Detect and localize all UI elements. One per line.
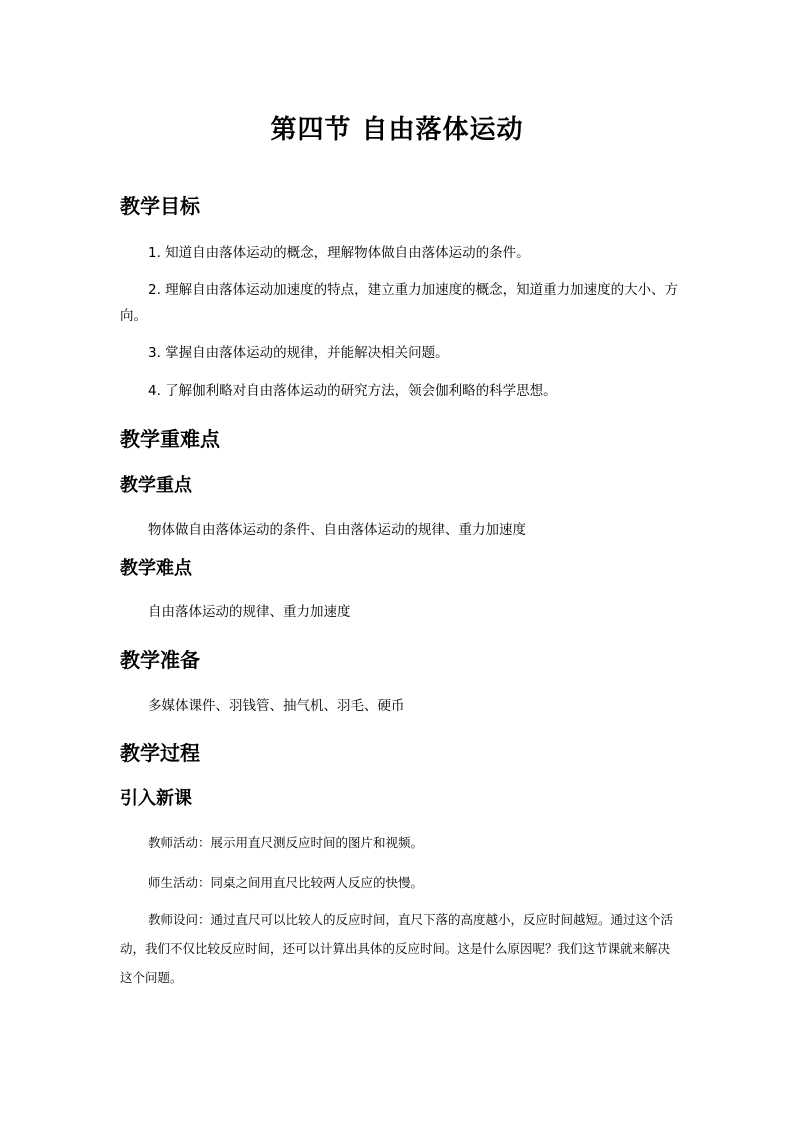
preparation-text: 多媒体课件、羽钱管、抽气机、羽毛、硬币: [148, 698, 405, 714]
document-title: 第四节 自由落体运动: [270, 115, 524, 145]
intro-paragraph-2: 师生活动：同桌之间用直尺比较两人反应的快慢。: [148, 875, 424, 890]
intro-paragraph-3: 教师设问：通过直尺可以比较人的反应时间，直尺下落的高度越小，反应时间越短。通过这个活动，我们不仅比较反应时间，还可以计算出具体的反应时间。这是什么原因呢？我们这节课就来解决这个问题。: [120, 912, 674, 985]
objective-item-3: 3. 掌握自由落体运动的规律，并能解决相关问题。: [148, 345, 449, 361]
objective-item-1: 1. 知道自由落体运动的概念，理解物体做自由落体运动的条件。: [148, 245, 530, 261]
heading-key-points: 教学重点: [120, 475, 192, 496]
objective-item-4: 4. 了解伽利略对自由落体运动的研究方法，领会伽利略的科学思想。: [148, 383, 557, 399]
heading-preparation: 教学准备: [120, 648, 200, 672]
difficult-points-text: 自由落体运动的规律、重力加速度: [148, 604, 351, 620]
intro-paragraph-1: 教师活动：展示用直尺测反应时间的图片和视频。: [148, 835, 424, 850]
heading-process: 教学过程: [120, 741, 200, 765]
objective-item-2: 2. 理解自由落体运动加速度的特点，建立重力加速度的概念，知道重力加速度的大小、方向。: [120, 282, 679, 324]
heading-objectives: 教学目标: [120, 194, 200, 218]
heading-intro: 引入新课: [120, 788, 192, 809]
heading-difficult-points: 教学难点: [120, 558, 192, 579]
heading-key-difficult: 教学重难点: [120, 427, 220, 451]
key-points-text: 物体做自由落体运动的条件、自由落体运动的规律、重力加速度: [148, 522, 526, 538]
